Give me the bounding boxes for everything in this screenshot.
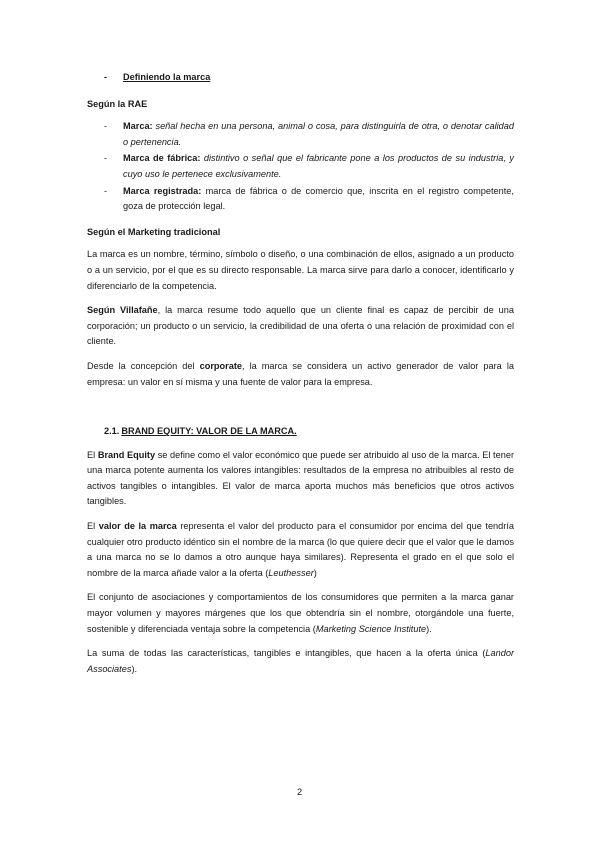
villafane-text: , la marca resume todo aquello que un cliente final es capaz de percibir de una corporación; un producto o un servicio, la credibilidad de una oferta o una relación de proximidad con el cliente. <box>87 305 514 347</box>
list-item <box>104 151 514 182</box>
bullet-dash: - <box>104 121 108 132</box>
p1-post: se define como el valor económico que puede ser atribuido al uso de la marca. El tener una marca potente aumenta los valores intangibles: resultados de la empresa no atribuibles al resto de activos tangibles o intangibles. El valor de marca aporta muchos más beneficios que otros activos tangibles. <box>87 449 515 507</box>
brand-equity-paragraph <box>87 448 514 510</box>
corporate-paragraph <box>87 359 514 390</box>
list-item <box>104 184 514 215</box>
p2-bold: valor de la marca <box>98 521 177 532</box>
corporate-pre: Desde la concepción del <box>87 360 200 371</box>
p4-citation: Landor Associates <box>87 648 514 674</box>
p2-pre: El <box>87 521 99 532</box>
section-title-text: BRAND EQUITY: VALOR DE LA MARCA. <box>121 426 297 437</box>
villafane-lead: Según Villafañe <box>87 305 158 316</box>
heading-bullet-label: Definiendo la marca <box>123 72 211 82</box>
section-title <box>104 424 514 440</box>
definition-term: Marca registrada: <box>123 185 202 196</box>
p4-end: ). <box>131 663 138 674</box>
heading-bullet <box>104 70 514 86</box>
p3-citation: Marketing Science Institute <box>315 623 427 634</box>
definition-text: distintivo o señal que el fabricante pone a los productos de su industria, y cuyo uso le pertenece exclusivamente. <box>123 153 514 179</box>
associations-paragraph <box>87 590 514 637</box>
rae-definitions-list <box>87 119 514 215</box>
section-number: 2.1. <box>104 426 120 437</box>
p3-end: ). <box>426 623 432 634</box>
bullet-dash: - <box>104 185 108 196</box>
villafane-paragraph <box>87 303 514 350</box>
p3-text: El conjunto de asociaciones y comportamientos de los consumidores que permiten a la marca ganar mayor volumen y mayores márgenes que los que obtendría sin el nombre, otorgándole una fuerte, sostenible y diferenciada ventaja sobre la competencia ( <box>87 592 514 634</box>
p1-bold: Brand Equity <box>97 449 156 460</box>
marketing-heading: Según el Marketing tradicional <box>87 226 221 237</box>
definition-text: señal hecha en una persona, animal o cosa, para distinguirla de otra, o denotar calidad o pertenencia. <box>123 121 514 147</box>
p2-post: representa el valor del producto para el consumidor por encima del que tendría cualquier otro producto idéntico sin el nombre de la marca (lo que quiere decir que el valor que le damos a una marca no se lo damos a otro aunque haya similares). Representa el grado en el que solo el nombre de la marca añade valor a la oferta ( <box>87 521 514 578</box>
definition-text: marca de fábrica o de comercio que, inscrita en el registro competente, goza de protección legal. <box>123 185 514 212</box>
marketing-paragraph: La marca es un nombre, término, símbolo o diseño, o una combinación de ellos, asignado a un producto o a un servicio, por el que es su directo responsable. La marca sirve para darlo a conocer, identificarlo y diferenciarlo de la competencia. <box>87 249 514 291</box>
brand-value-paragraph <box>87 519 514 581</box>
corporate-bold: corporate <box>199 360 242 371</box>
rae-heading: Según la RAE <box>87 98 148 109</box>
list-item <box>104 119 514 150</box>
sum-paragraph <box>87 646 514 677</box>
page-content <box>87 70 514 686</box>
p1-pre: El <box>87 449 98 460</box>
p4-text: La suma de todas las características, tangibles e intangibles, que hacen a la oferta única ( <box>87 648 486 659</box>
page-number: 2 <box>296 787 303 797</box>
p2-citation: Leuthesser <box>268 567 314 578</box>
bullet-dash: - <box>104 153 108 164</box>
p2-end: ) <box>313 567 317 578</box>
definition-term: Marca de fábrica: <box>123 153 201 164</box>
definition-term: Marca: <box>123 121 153 132</box>
bullet-dash: - <box>104 72 108 82</box>
corporate-post: , la marca se considera un activo generador de valor para la empresa: un valor en sí misma y una fuente de valor para la empresa. <box>87 360 514 387</box>
